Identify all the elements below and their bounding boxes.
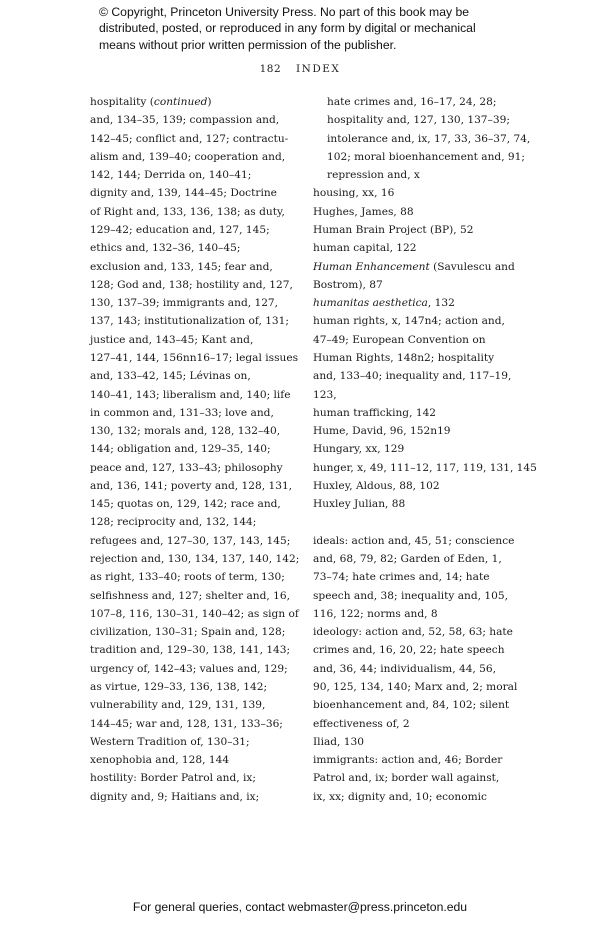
index-line: human rights, x, 147n4; action and, <box>313 315 505 328</box>
index-line: 130, 137–39; immigrants and, 127, <box>90 297 279 310</box>
index-line: ix, xx; dignity and, 10; economic <box>313 790 487 803</box>
index-line: 123, <box>313 388 337 401</box>
index-line: refugees and, 127–30, 137, 143, 145; <box>90 534 291 547</box>
index-line: xenophobia and, 128, 144 <box>90 754 230 767</box>
index-line: 127–41, 144, 156nn16–17; legal issues <box>90 351 299 364</box>
copyright-notice <box>99 4 519 53</box>
index-line: dignity and, 9; Haitians and, ix; <box>90 790 260 803</box>
index-entry <box>313 440 523 458</box>
index-line: 142–45; conflict and, 127; contractu- <box>90 132 289 145</box>
index-line: 90, 125, 134, 140; Marx and, 2; moral <box>313 680 518 693</box>
index-line: Huxley Julian, 88 <box>313 498 406 511</box>
index-line: effectiveness of, 2 <box>313 717 410 730</box>
entry-head: hospitality (continued) <box>90 96 212 108</box>
index-line: 128; God and, 138; hostility and, 127, <box>90 278 293 291</box>
index-line: bioenhancement and, 84, 102; silent <box>313 699 510 712</box>
index-line: 145; quotas on, 129, 142; race and, <box>90 498 281 511</box>
index-line: 128; reciprocity and, 132, 144; <box>90 516 257 529</box>
index-line: ethics and, 132–36, 140–45; <box>90 242 241 255</box>
index-line <box>313 294 523 312</box>
index-line: Human Brain Project (BP), 52 <box>313 223 474 236</box>
index-line: hospitality and, 127, 130, 137–39; <box>327 114 510 127</box>
index-line: 137, 143; institutionalization of, 131; <box>90 315 289 328</box>
index-entry-continuation <box>313 93 531 184</box>
index-entry <box>313 459 537 477</box>
index-line: 144–45; war and, 128, 131, 133–36; <box>90 717 283 730</box>
index-line: ideology: action and, 52, 58, 63; hate <box>313 626 513 639</box>
index-line: Human Rights, 148n2; hospitality <box>313 351 495 364</box>
index-line <box>90 93 296 111</box>
running-head-title: INDEX <box>295 63 341 75</box>
index-line: 107–8, 116, 130–31, 140–42; as sign of <box>90 607 299 620</box>
index-line: peace and, 127, 133–43; philosophy <box>90 461 283 474</box>
index-line: hate crimes and, 16–17, 24, 28; <box>327 96 497 108</box>
footer-contact: For general queries, contact webmaster@press.princeton.edu <box>132 900 468 914</box>
book-title: Human Enhancement (Savulescu and <box>313 260 515 273</box>
copyright-line: distributed, posted, or reproduced in any form by digital or mechanical <box>99 21 476 36</box>
index-entry-hospitality <box>90 93 300 769</box>
index-line: vulnerability and, 129, 131, 139, <box>90 699 266 712</box>
index-line: 140–41, 143; liberalism and, 140; life <box>90 388 291 401</box>
letter-group-divider <box>313 513 523 531</box>
index-line: 73–74; hate crimes and, 14; hate <box>313 571 490 584</box>
index-line: Iliad, 130 <box>313 735 365 748</box>
index-line: Hughes, James, 88 <box>313 205 414 218</box>
index-line: selfishness and, 127; shelter and, 16, <box>90 589 290 602</box>
index-line: crimes and, 16, 20, 22; hate speech <box>313 644 505 657</box>
index-line: 116, 122; norms and, 8 <box>313 607 438 620</box>
index-line: alism and, 139–40; cooperation and, <box>90 150 286 163</box>
page-number: 182 <box>259 63 282 75</box>
index-line: 47–49; European Convention on <box>313 333 486 346</box>
index-entry <box>313 184 523 202</box>
index-column-right <box>313 93 537 806</box>
index-line: Huxley, Aldous, 88, 102 <box>313 479 440 492</box>
index-entry <box>313 733 523 751</box>
index-line: and, 36, 44; individualism, 44, 56, <box>313 662 497 675</box>
index-line: 144; obligation and, 129–35, 140; <box>90 443 271 456</box>
index-line: immigrants: action and, 46; Border <box>313 754 503 767</box>
index-line: Patrol and, ix; border wall against, <box>313 772 500 785</box>
index-entry <box>313 477 523 495</box>
index-line: speech and, 38; inequality and, 105, <box>313 589 508 602</box>
index-column-left <box>90 93 300 806</box>
copyright-line: © Copyright, Princeton University Press. No part of this book may be <box>99 5 470 19</box>
index-entry-hostility <box>90 769 296 806</box>
index-line: and, 134–35, 139; compassion and, <box>90 114 280 127</box>
index-line: of Right and, 133, 136, 138; as duty, <box>90 205 285 218</box>
index-line: exclusion and, 133, 145; fear and, <box>90 260 273 273</box>
index-line: in common and, 131–33; love and, <box>90 406 274 419</box>
index-line: justice and, 143–45; Kant and, <box>90 333 254 346</box>
index-line: and, 136, 141; poverty and, 128, 131, <box>90 479 293 492</box>
index-entry <box>313 294 523 312</box>
index-line: and, 68, 79, 82; Garden of Eden, 1, <box>313 553 502 566</box>
index-line: human trafficking, 142 <box>313 406 437 419</box>
running-head <box>0 63 600 75</box>
copyright-line: means without prior written permission of the publisher. <box>99 37 397 52</box>
index-line: 142, 144; Derrida on, 140–41; <box>90 169 252 182</box>
index-line: dignity and, 139, 144–45; Doctrine <box>90 187 277 200</box>
index-entry-ideology <box>313 623 523 733</box>
index-line: hostility: Border Patrol and, ix; <box>90 772 256 785</box>
index-line: as virtue, 129–33, 136, 138, 142; <box>90 681 268 693</box>
index-entry <box>313 422 523 440</box>
index-line: 130, 132; morals and, 128, 132–40, <box>90 425 281 438</box>
index-line: tradition and, 129–30, 138, 141, 143; <box>90 644 291 657</box>
index-line: as right, 133–40; roots of term, 130; <box>90 571 285 584</box>
index-entry-human-rights <box>313 312 523 403</box>
index-line: housing, xx, 16 <box>313 187 395 200</box>
latin-term: humanitas aesthetica, 132 <box>313 297 455 310</box>
index-line: hunger, x, 49, 111–12, 117, 119, 131, 145 <box>313 461 537 474</box>
index-line: repression and, x <box>327 169 420 182</box>
index-line: Bostrom), 87 <box>313 278 383 291</box>
index-entry-ideals <box>313 532 523 623</box>
index-line: human capital, 122 <box>313 242 417 255</box>
index-line: 102; moral bioenhancement and, 91; <box>327 150 525 163</box>
index-line: Western Tradition of, 130–31; <box>90 735 250 748</box>
index-line: Hungary, xx, 129 <box>313 443 405 456</box>
index-line: 129–42; education and, 127, 145; <box>90 223 270 236</box>
index-entry-immigrants <box>313 751 523 806</box>
index-entry <box>313 239 523 257</box>
index-entry <box>313 495 523 513</box>
index-line: and, 133–40; inequality and, 117–19, <box>313 370 512 383</box>
index-line: intolerance and, ix, 17, 33, 36–37, 74, <box>327 132 531 145</box>
index-line: rejection and, 130, 134, 137, 140, 142; <box>90 553 300 566</box>
index-line: ideals: action and, 45, 51; conscience <box>313 534 515 547</box>
index-line <box>313 258 523 276</box>
index-line: urgency of, 142–43; values and, 129; <box>90 662 288 675</box>
index-entry <box>313 203 523 221</box>
index-entry <box>313 221 523 239</box>
index-line: and, 133–42, 145; Lévinas on, <box>90 370 251 383</box>
index-entry <box>313 258 523 295</box>
index-entry <box>313 404 523 422</box>
index-line: Hume, David, 96, 152n19 <box>313 425 451 438</box>
index-line: civilization, 130–31; Spain and, 128; <box>90 626 286 639</box>
